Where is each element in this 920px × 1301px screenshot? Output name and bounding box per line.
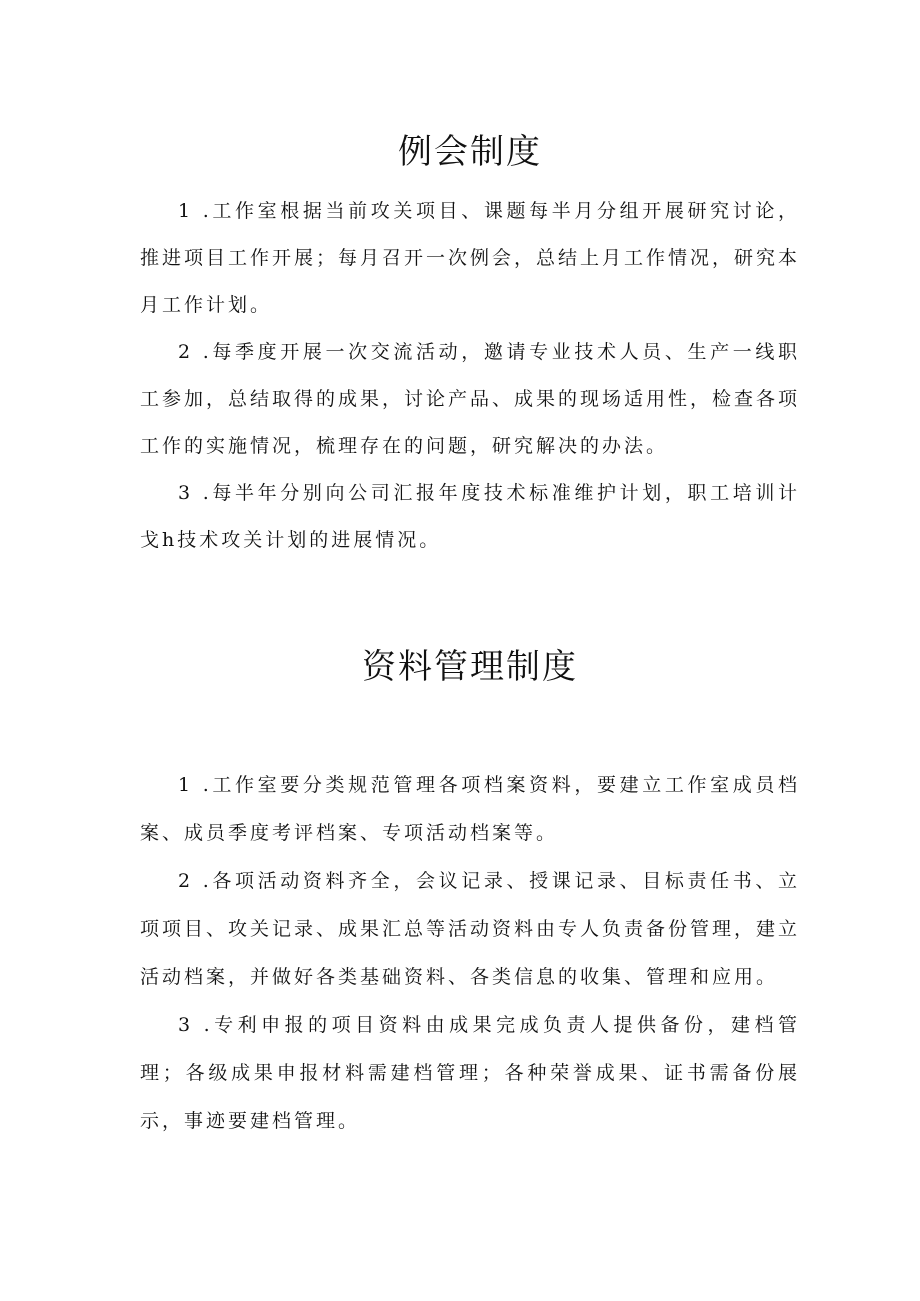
section-title: 资料管理制度 bbox=[362, 647, 578, 687]
section-document-management bbox=[140, 643, 800, 1145]
paragraph: 1 .工作室要分类规范管理各项档案资料，要建立工作室成员档案、成员季度考评档案、专项活动档案等。 bbox=[140, 774, 800, 844]
paragraph: 1 .工作室根据当前攻关项目、课题每半月分组开展研究讨论，推进项目工作开展；每月召开一次例会，总结上月工作情况，研究本月工作计划。 bbox=[140, 200, 801, 316]
paragraph: 2 .每季度开展一次交流活动，邀请专业技术人员、生产一线职工参加，总结取得的成果，讨论产品、成果的现场适用性，检查各项工作的实施情况，梳理存在的问题，研究解决的办法。 bbox=[140, 341, 801, 457]
section-title: 例会制度 bbox=[398, 132, 542, 172]
paragraph: 3 .每半年分别向公司汇报年度技术标准维护计划，职工培训计戈h技术攻关计划的进展情况。 bbox=[140, 482, 800, 551]
section-meeting-system bbox=[140, 128, 800, 564]
paragraph: 3 .专利申报的项目资料由成果完成负责人提供备份，建档管理；各级成果申报材料需建档管理；各种荣誉成果、证书需备份展示，事迹要建档管理。 bbox=[140, 1014, 800, 1132]
paragraph: 2 .各项活动资料齐全，会议记录、授课记录、目标责任书、立项项目、攻关记录、成果汇总等活动资料由专人负责备份管理，建立活动档案，并做好各类基础资料、各类信息的收集、管理和应用。 bbox=[140, 870, 801, 988]
